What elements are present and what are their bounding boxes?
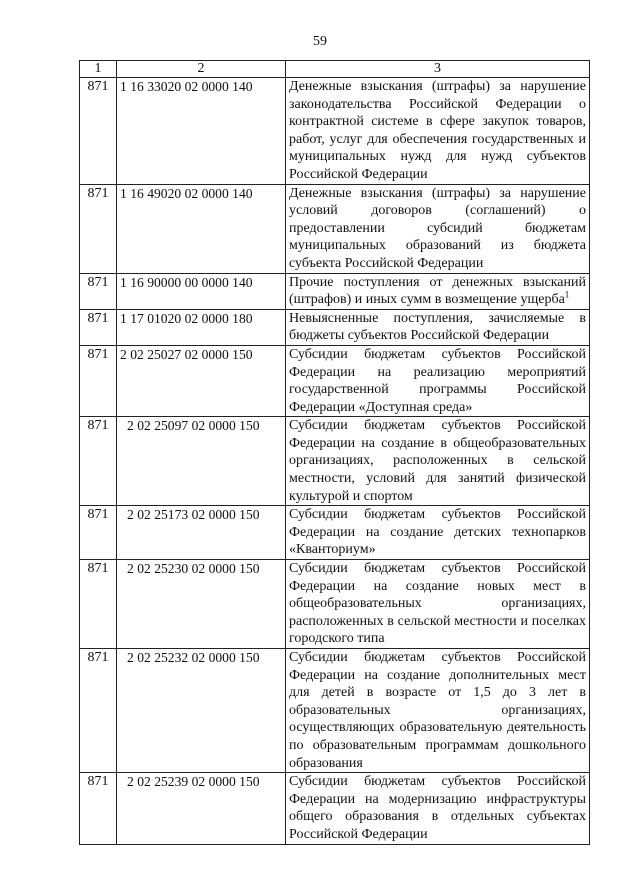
table-row — [80, 78, 590, 185]
description-cell: Невыясненные поступления, зачисляемые в бюджеты субъектов Российской Федерации — [286, 309, 590, 345]
table-row — [80, 309, 590, 345]
admin-code-cell: 871 — [80, 345, 117, 416]
table-row — [80, 345, 590, 416]
description-cell: Субсидии бюджетам субъектов Российской Федерации на модернизацию инфраструктуры общего образования в отдельных субъектах Российской Федерации — [286, 773, 590, 844]
description-cell: Субсидии бюджетам субъектов Российской Федерации на создание в общеобразовательных организациях, расположенных в сельской местности, условий для занятий физической культурой и спортом — [286, 417, 590, 506]
table-row — [80, 506, 590, 560]
table-row — [80, 273, 590, 309]
description-cell: Субсидии бюджетам субъектов Российской Федерации на создание детских технопарков «Кванториум» — [286, 506, 590, 560]
table-row — [80, 560, 590, 649]
kbk-cell: 2 02 25239 02 0000 150 — [117, 773, 286, 844]
kbk-cell: 1 16 33020 02 0000 140 — [117, 78, 286, 185]
admin-code-cell: 871 — [80, 417, 117, 506]
kbk-cell: 1 17 01020 02 0000 180 — [117, 309, 286, 345]
table-header-row — [80, 61, 590, 78]
admin-code-cell: 871 — [80, 506, 117, 560]
admin-code-cell: 871 — [80, 560, 117, 649]
admin-code-cell: 871 — [80, 773, 117, 844]
admin-code-cell: 871 — [80, 273, 117, 309]
kbk-cell: 1 16 49020 02 0000 140 — [117, 184, 286, 273]
kbk-cell: 2 02 25173 02 0000 150 — [117, 506, 286, 560]
admin-code-cell: 871 — [80, 78, 117, 185]
column-header-2: 2 — [117, 61, 286, 78]
description-cell: Субсидии бюджетам субъектов Российской Федерации на создание дополнительных мест для детей в возрасте от 1,5 до 3 лет в образовательных организациях, осуществляющих образовательную деятельность по образовательным программам дошкольного образования — [286, 649, 590, 773]
table-row — [80, 773, 590, 844]
admin-code-cell: 871 — [80, 184, 117, 273]
description-cell: Денежные взыскания (штрафы) за нарушение условий договоров (соглашений) о предоставлении субсидий бюджетам муниципальных образований из бюджета субъекта Российской Федерации — [286, 184, 590, 273]
table-row — [80, 184, 590, 273]
admin-code-cell: 871 — [80, 309, 117, 345]
column-header-3: 3 — [286, 61, 590, 78]
column-header-1: 1 — [80, 61, 117, 78]
description-cell: Субсидии бюджетам субъектов Российской Федерации на реализацию мероприятий государственной программы Российской Федерации «Доступная среда» — [286, 345, 590, 416]
description-text: Прочие поступления от денежных взысканий (штрафов) и иных сумм в возмещение ущерба — [289, 274, 586, 308]
admin-code-cell: 871 — [80, 649, 117, 773]
page-number: 59 — [313, 34, 327, 49]
kbk-cell: 1 16 90000 00 0000 140 — [117, 273, 286, 309]
kbk-cell: 2 02 25232 02 0000 150 — [117, 649, 286, 773]
kbk-cell: 2 02 25097 02 0000 150 — [117, 417, 286, 506]
kbk-cell: 2 02 25027 02 0000 150 — [117, 345, 286, 416]
description-cell: Денежные взыскания (штрафы) за нарушение законодательства Российской Федерации о контрактной системе в сфере закупок товаров, работ, услуг для обеспечения государственных и муниципальных нужд для нужд субъектов Российской Федерации — [286, 78, 590, 185]
table-row — [80, 649, 590, 773]
footnote-marker: 1 — [564, 289, 570, 300]
description-cell: Субсидии бюджетам субъектов Российской Федерации на создание новых мест в общеобразовательных организациях, расположенных в сельской местности и поселках городского типа — [286, 560, 590, 649]
description-cell — [286, 273, 590, 309]
table-row — [80, 417, 590, 506]
revenue-codes-table — [79, 60, 590, 845]
kbk-cell: 2 02 25230 02 0000 150 — [117, 560, 286, 649]
